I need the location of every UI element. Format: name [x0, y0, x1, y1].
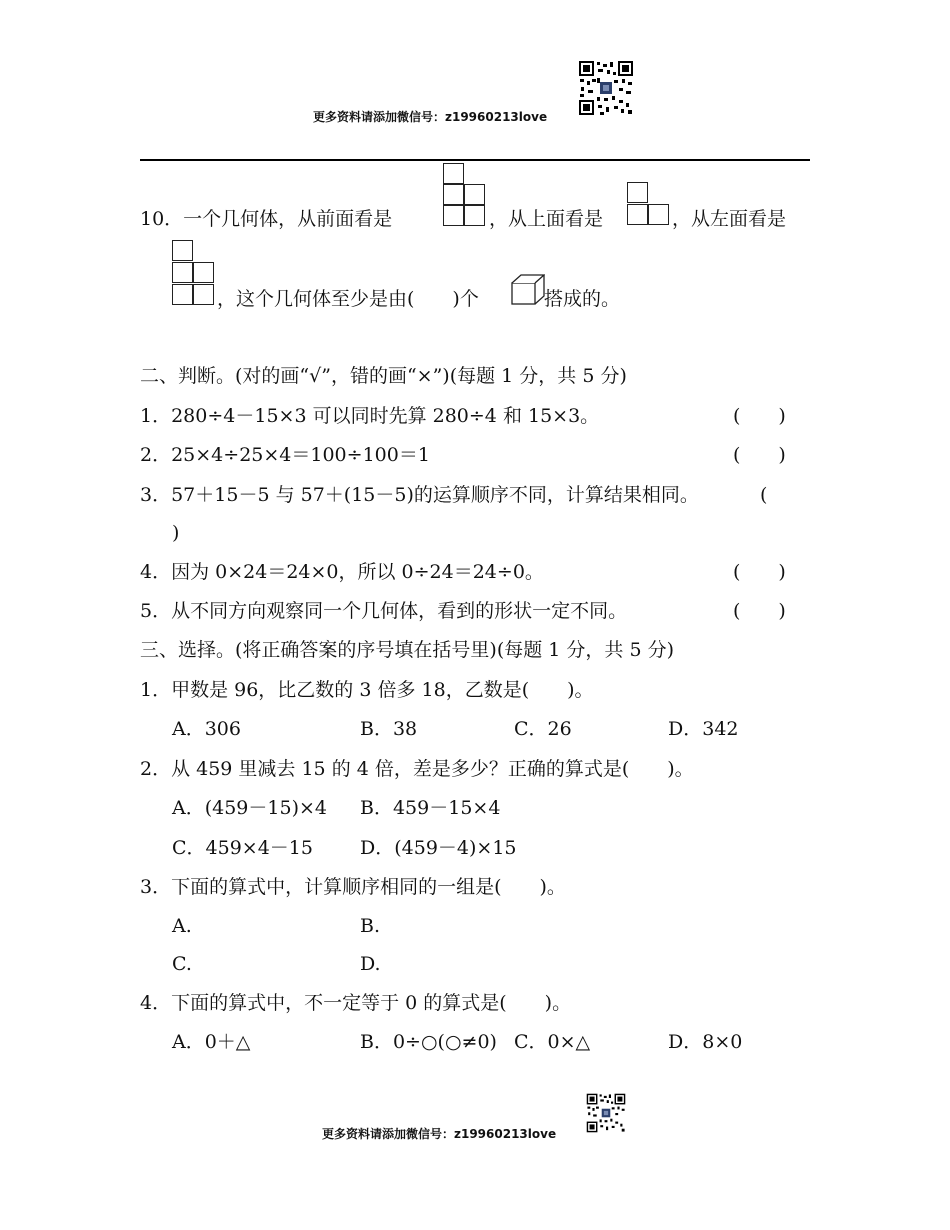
judge-item-5: 5．从不同方向观察同一个几何体，看到的形状一定不同。 — [140, 600, 628, 622]
choice-q3-option-c[interactable]: C. — [172, 953, 192, 975]
choice-q2-option-d[interactable]: D．(459－4)×15 — [360, 837, 517, 859]
judge-blank-3[interactable]: ( — [760, 484, 768, 506]
judge-item-3: 3．57＋15－5 与 57＋(15－5)的运算顺序不同，计算结果相同。 — [140, 484, 699, 506]
judge-item-1: 1．280÷4－15×3 可以同时先算 280÷4 和 15×3。 — [140, 405, 600, 427]
q10-text-5: 搭成的。 — [544, 288, 621, 310]
choice-q2-option-c[interactable]: C．459×4－15 — [172, 837, 313, 859]
choice-q4-option-a[interactable]: A．0＋△ — [172, 1031, 251, 1053]
choice-q1-option-a[interactable]: A．306 — [172, 718, 241, 740]
header-wechat-text: 更多资料请添加微信号：z19960213love — [313, 110, 548, 124]
judge-blank-4[interactable]: ( ) — [733, 561, 786, 583]
judge-item-4: 4．因为 0×24＝24×0，所以 0÷24＝24÷0。 — [140, 561, 544, 583]
judge-item-2: 2．25×4÷25×4＝100÷100＝1 — [140, 444, 430, 466]
left-view-figure — [172, 240, 218, 306]
footer-qr-code-icon — [586, 1093, 626, 1133]
choice-q3-stem: 3．下面的算式中，计算顺序相同的一组是( )。 — [140, 876, 566, 898]
header-rule — [140, 159, 810, 161]
section3-title: 三、选择。(将正确答案的序号填在括号里)(每题 1 分，共 5 分) — [140, 639, 674, 661]
choice-q1-option-b[interactable]: B．38 — [360, 718, 418, 740]
choice-q2-stem: 2．从 459 里减去 15 的 4 倍，差是多少？正确的算式是( )。 — [140, 758, 694, 780]
choice-q3-option-a[interactable]: A. — [172, 915, 192, 937]
choice-q4-option-c[interactable]: C．0×△ — [514, 1031, 591, 1053]
front-view-figure — [443, 163, 489, 228]
q10-text-1: 10．一个几何体，从前面看是 — [140, 208, 393, 230]
choice-q1-option-d[interactable]: D．342 — [668, 718, 739, 740]
top-view-figure — [627, 182, 673, 228]
qr-code-icon — [578, 60, 634, 116]
choice-q4-stem: 4．下面的算式中，不一定等于 0 的算式是( )。 — [140, 992, 572, 1014]
choice-q3-option-d[interactable]: D. — [360, 953, 381, 975]
choice-q4-option-b[interactable]: B．0÷○(○≠0) — [360, 1031, 497, 1053]
choice-q3-option-b[interactable]: B. — [360, 915, 381, 937]
unit-cube-icon — [511, 274, 545, 306]
choice-q2-option-a[interactable]: A．(459－15)×4 — [172, 797, 327, 819]
q10-text-3: ，从左面看是 — [672, 208, 787, 230]
judge-blank-1[interactable]: ( ) — [733, 405, 786, 427]
judge-blank-2[interactable]: ( ) — [733, 444, 786, 466]
footer-wechat-text: 更多资料请添加微信号：z19960213love — [322, 1127, 557, 1141]
choice-q1-stem: 1．甲数是 96，比乙数的 3 倍多 18，乙数是( )。 — [140, 679, 594, 701]
q10-text-2: ，从上面看是 — [489, 208, 604, 230]
choice-q2-option-b[interactable]: B．459－15×4 — [360, 797, 501, 819]
choice-q1-option-c[interactable]: C．26 — [514, 718, 572, 740]
judge-blank-5[interactable]: ( ) — [733, 600, 786, 622]
section2-title: 二、判断。(对的画“√”，错的画“×”)(每题 1 分，共 5 分) — [140, 365, 627, 387]
judge-blank-3-close: ) — [172, 522, 180, 544]
q10-text-4: ，这个几何体至少是由( )个 — [217, 288, 479, 310]
choice-q4-option-d[interactable]: D．8×0 — [668, 1031, 743, 1053]
